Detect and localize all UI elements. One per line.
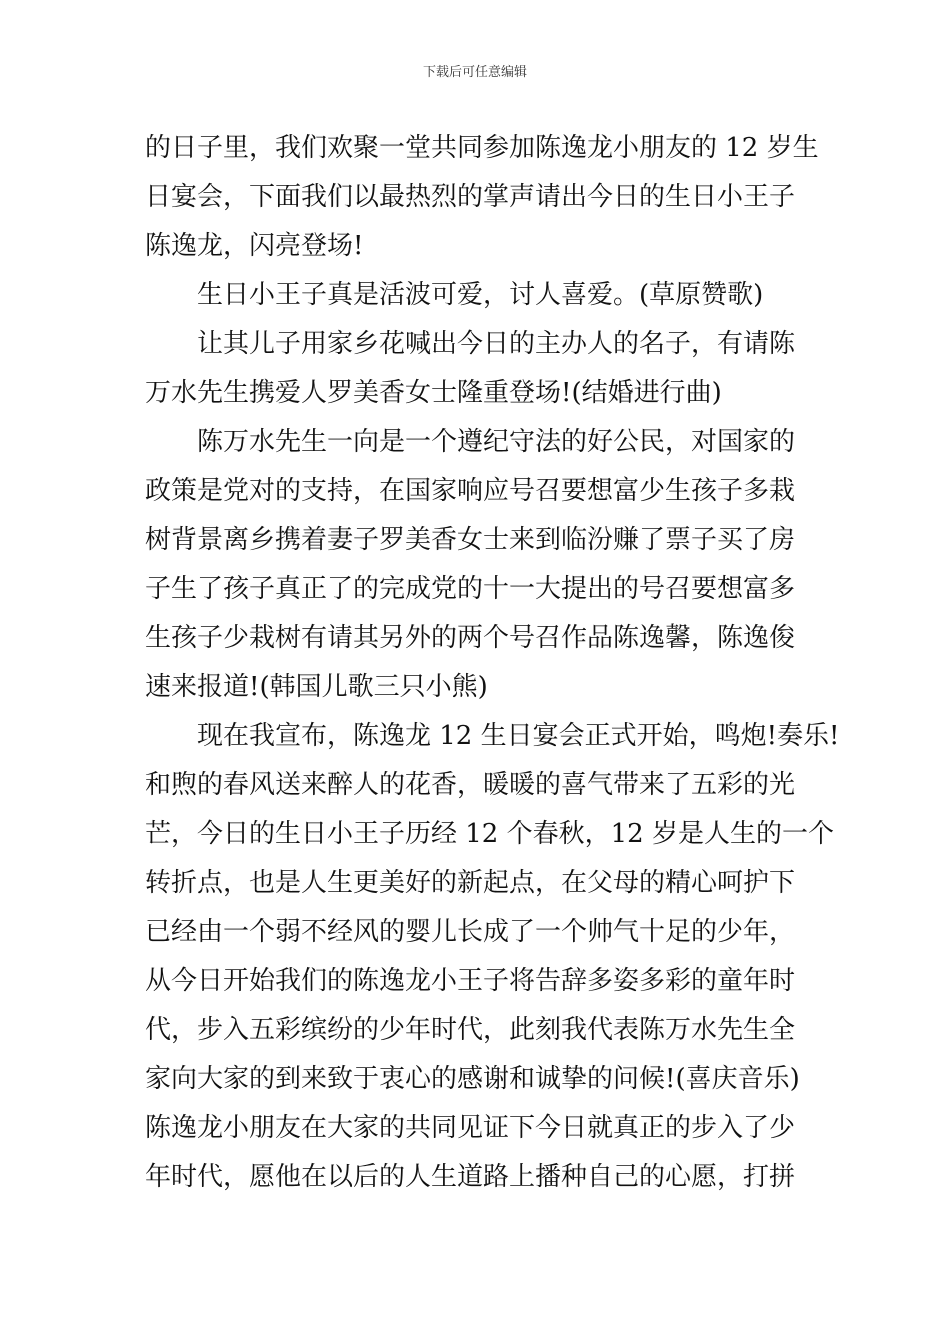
text-line: 陈万水先生一向是一个遵纪守法的好公民，对国家的 [197, 427, 796, 457]
text-line: 从今日开始我们的陈逸龙小王子将告辞多姿多彩的童年时 [145, 966, 796, 996]
text-line: 的日子里，我们欢聚一堂共同参加陈逸龙小朋友的 12 岁生 [145, 133, 819, 163]
text-line: 让其儿子用家乡花喊出今日的主办人的名子，有请陈 [197, 329, 796, 359]
text-line: 树背景离乡携着妻子罗美香女士来到临汾赚了票子买了房 [145, 525, 796, 555]
text-line: 速来报道!(韩国儿歌三只小熊) [145, 672, 488, 702]
text-line: 和煦的春风送来醉人的花香，暖暖的喜气带来了五彩的光 [145, 770, 796, 800]
text-line: 代，步入五彩缤纷的少年时代，此刻我代表陈万水先生全 [145, 1015, 796, 1045]
page-header: 下载后可任意编辑 [422, 65, 527, 80]
text-line: 年时代，愿他在以后的人生道路上播种自己的心愿，打拼 [145, 1162, 796, 1192]
text-line: 转折点，也是人生更美好的新起点，在父母的精心呵护下 [145, 868, 796, 898]
text-line: 陈逸龙，闪亮登场! [145, 231, 364, 261]
text-line: 陈逸龙小朋友在大家的共同见证下今日就真正的步入了少 [145, 1113, 796, 1143]
text-line: 子生了孩子真正了的完成党的十一大提出的号召要想富多 [145, 574, 796, 604]
document-body [145, 124, 845, 1202]
text-line: 生孩子少栽树有请其另外的两个号召作品陈逸馨，陈逸俊 [145, 623, 796, 653]
text-line: 家向大家的到来致于衷心的感谢和诚挚的问候!(喜庆音乐) [145, 1064, 800, 1094]
text-line: 生日小王子真是活波可爱，讨人喜爱。(草原赞歌) [197, 280, 764, 310]
text-line: 已经由一个弱不经风的婴儿长成了一个帅气十足的少年， [145, 917, 796, 947]
text-line: 日宴会，下面我们以最热烈的掌声请出今日的生日小王子 [145, 182, 796, 212]
text-line: 万水先生携爱人罗美香女士隆重登场!(结婚进行曲) [145, 378, 722, 408]
text-line: 政策是党对的支持，在国家响应号召要想富少生孩子多栽 [145, 476, 796, 506]
text-line: 现在我宣布，陈逸龙 12 生日宴会正式开始，鸣炮!奏乐! [197, 721, 840, 751]
text-line: 芒，今日的生日小王子历经 12 个春秋，12 岁是人生的一个 [145, 819, 834, 849]
